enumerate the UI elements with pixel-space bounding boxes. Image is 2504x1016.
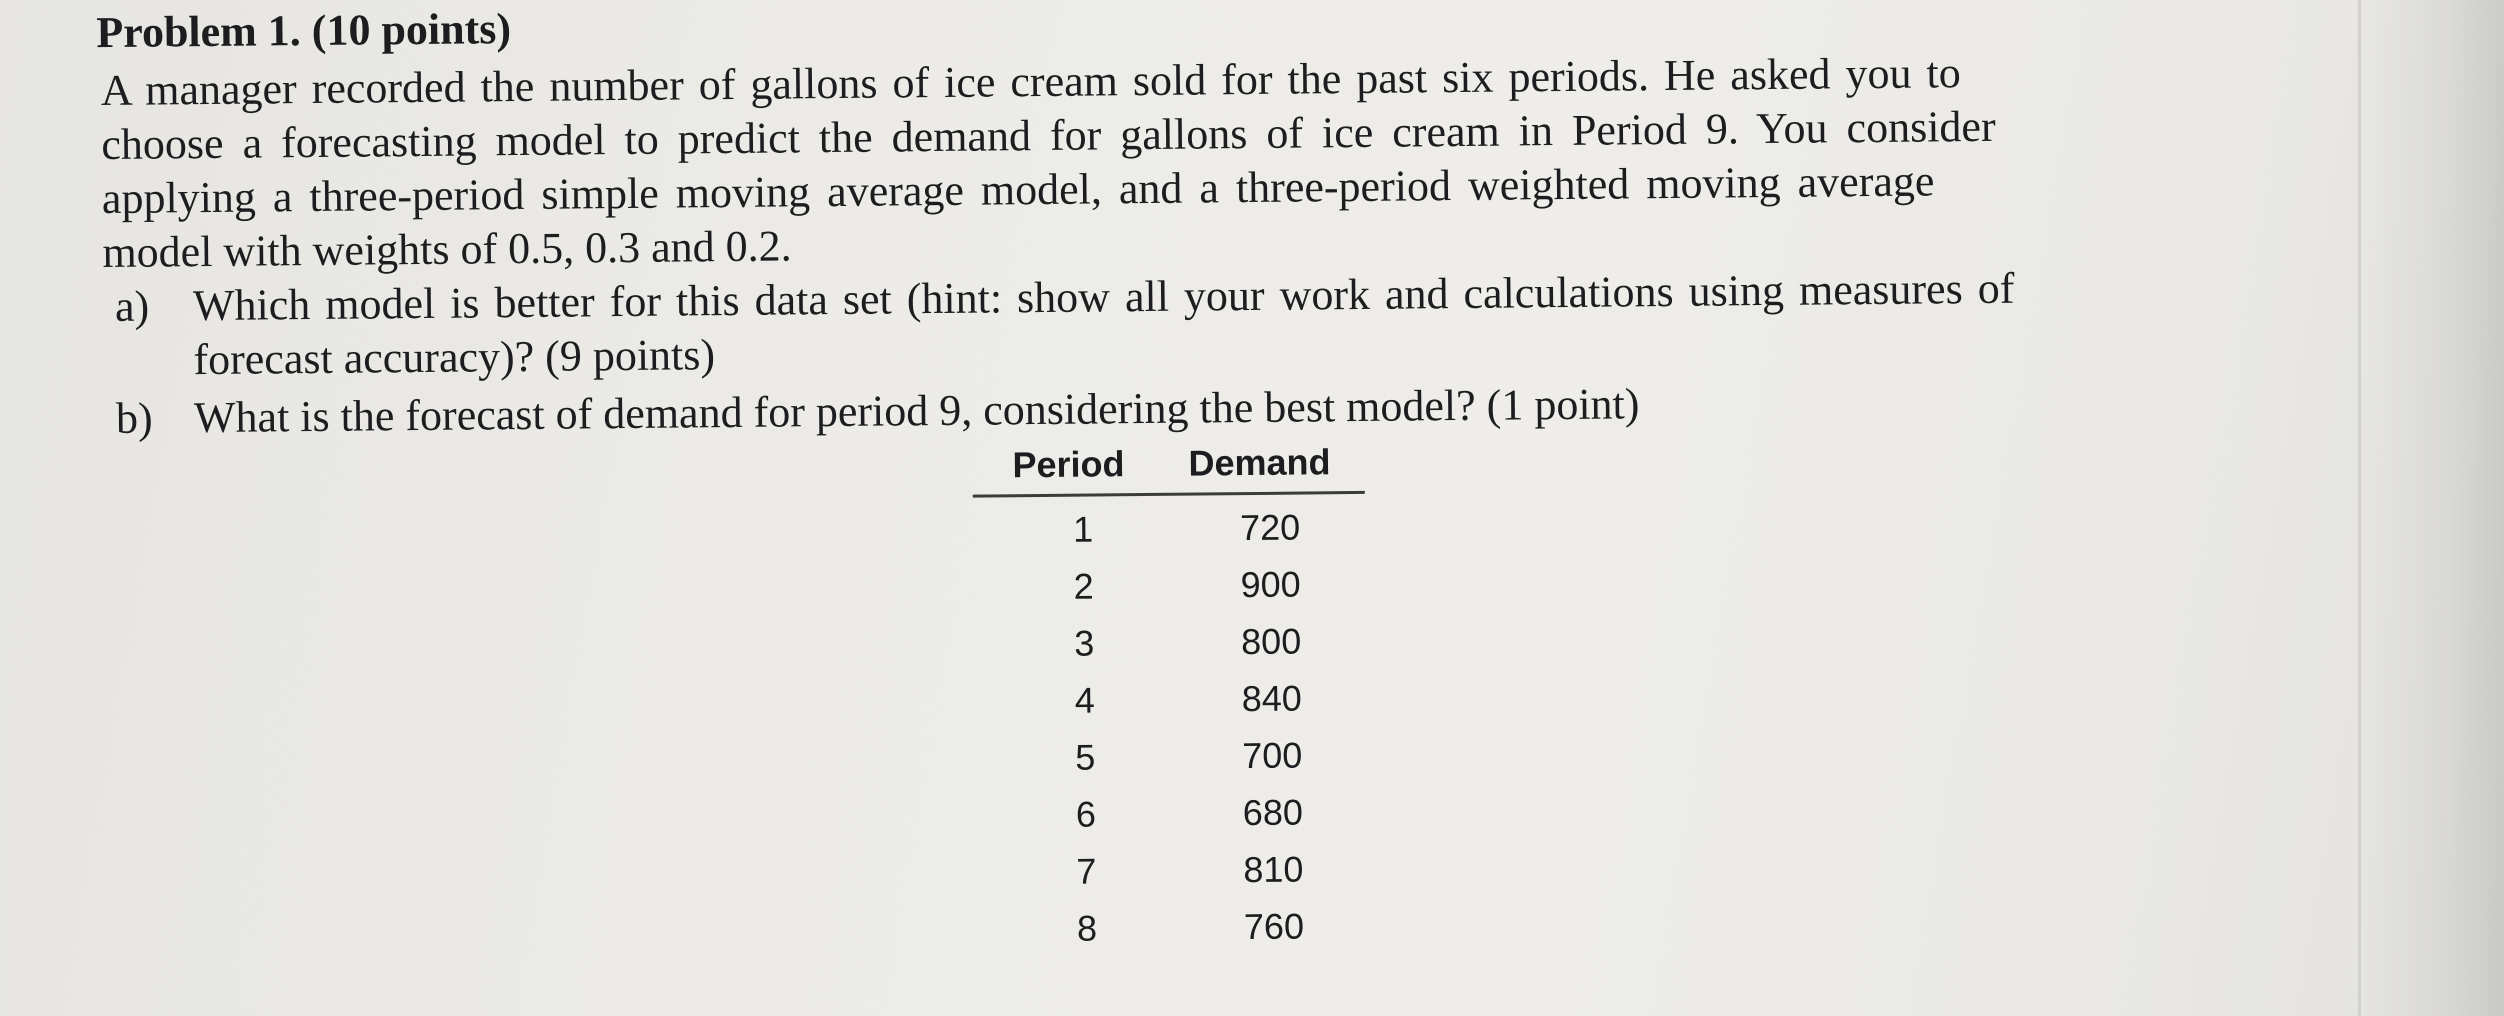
question-b-marker: b) <box>115 393 153 443</box>
period-cell: 3 <box>1074 622 1095 664</box>
table-row <box>974 608 1367 669</box>
period-cell: 8 <box>1076 907 1098 949</box>
period-cell: 6 <box>1075 793 1097 835</box>
question-b-text: What is the forecast of demand for period 9, considering the best model? (1 point) <box>193 379 1640 443</box>
question-a-text: Which model is better for this data set (hint: show all your work and calculations using measures of <box>192 263 2015 331</box>
table-row <box>975 722 1368 783</box>
table-row <box>976 779 1369 840</box>
table-header <box>972 435 1365 498</box>
question-a-marker: a) <box>114 281 150 331</box>
period-cell: 1 <box>1072 508 1094 550</box>
period-cell: 7 <box>1076 850 1097 892</box>
problem-text-line: applying a three-period simple moving average model, and a three-period weighted moving average <box>101 156 1935 224</box>
demand-cell: 700 <box>1242 734 1303 777</box>
problem-text-line: choose a forecasting model to predict the demand for gallons of ice cream in Period 9. You consider <box>101 101 1996 170</box>
table-row <box>973 551 1366 612</box>
period-cell: 5 <box>1075 736 1096 778</box>
demand-cell: 680 <box>1242 791 1304 834</box>
demand-cell: 900 <box>1240 563 1301 606</box>
problem-title: Problem 1. (10 points) <box>96 4 512 58</box>
table-row <box>977 893 1370 954</box>
table-row <box>974 665 1367 726</box>
question-a-text: forecast accuracy)? (9 points) <box>193 330 716 385</box>
demand-table <box>972 435 1369 954</box>
period-cell: 4 <box>1074 679 1095 721</box>
table-row <box>973 494 1366 555</box>
table-row <box>976 836 1369 897</box>
demand-cell: 760 <box>1243 905 1305 948</box>
demand-cell: 800 <box>1240 620 1302 663</box>
period-cell: 2 <box>1073 565 1094 607</box>
demand-cell: 720 <box>1239 506 1301 549</box>
problem-text-line: A manager recorded the number of gallons of ice cream sold for the past six periods. He asked you to <box>100 48 1961 116</box>
demand-cell: 810 <box>1243 848 1304 891</box>
demand-cell: 840 <box>1241 677 1302 720</box>
problem-text-line: model with weights of 0.5, 0.3 and 0.2. <box>102 221 792 278</box>
period-column-header: Period <box>1012 443 1125 486</box>
demand-column-header: Demand <box>1188 441 1331 484</box>
